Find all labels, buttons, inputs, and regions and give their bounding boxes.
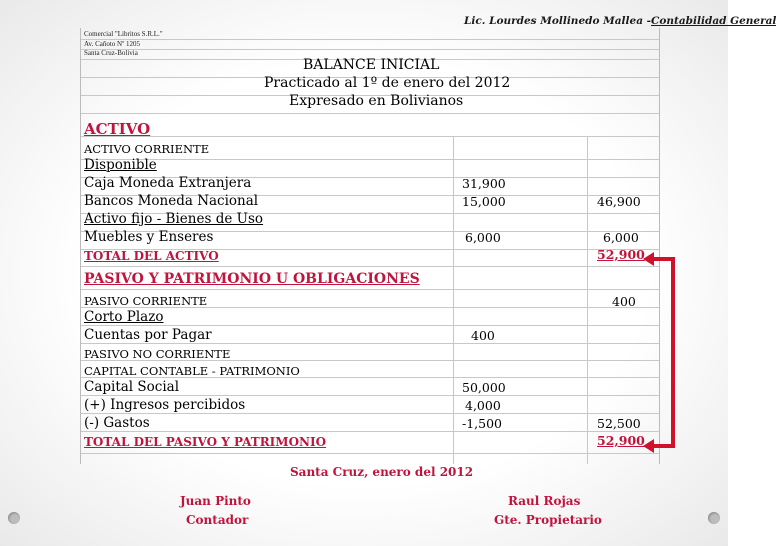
gastos-total: 52,500 (597, 416, 641, 431)
signer-2-name: Raul Rojas (508, 494, 581, 508)
muebles-label: Muebles y Enseres (84, 229, 214, 245)
grid-row (81, 307, 659, 326)
signer-2-role: Gte. Propietario (494, 513, 602, 527)
row-amount: 31,900 (462, 176, 506, 191)
pasivo-corriente-label: PASIVO CORRIENTE (84, 294, 208, 308)
grid-row (81, 413, 659, 432)
balance-sheet (80, 28, 660, 464)
company-city: Santa Cruz-Bolivia (84, 49, 138, 57)
activo-heading: ACTIVO (84, 120, 151, 138)
author-text: Lic. Lourdes Mollinedo Mallea - (464, 15, 652, 27)
gastos-amount: -1,500 (462, 416, 503, 431)
company-address: Av. Cañoto Nº 1205 (84, 40, 141, 48)
document-header (464, 15, 776, 27)
total-activo-value: 52,900 (597, 247, 645, 262)
report-currency: Expresado en Bolivianos (289, 93, 464, 109)
total-pasivo-label: TOTAL DEL PASIVO Y PATRIMONIO (84, 435, 327, 449)
binder-hole-left (8, 512, 20, 524)
row-total: 46,900 (597, 194, 641, 209)
gastos-label: (-) Gastos (84, 415, 150, 431)
place-date: Santa Cruz, enero del 2012 (290, 465, 474, 479)
arrow-connector (671, 257, 675, 448)
muebles-amount: 6,000 (465, 230, 501, 245)
ingresos-amount: 4,000 (465, 398, 501, 413)
activo-fijo-label: Activo fijo - Bienes de Uso (84, 211, 264, 227)
arrow-shaft-top (652, 257, 675, 261)
cuentas-label: Cuentas por Pagar (84, 327, 212, 343)
subject-text: Contabilidad General (651, 15, 776, 27)
signer-1-name: Juan Pinto (180, 494, 251, 508)
disponible-label: Disponible (84, 157, 157, 173)
arrow-left-icon (643, 252, 654, 266)
grid-row (81, 113, 659, 137)
capital-label: Capital Social (84, 379, 180, 395)
pasivo-no-corriente-label: PASIVO NO CORRIENTE (84, 347, 231, 361)
column-divider (587, 136, 588, 464)
arrow-left-icon (643, 439, 654, 453)
activo-corriente-label: ACTIVO CORRIENTE (84, 142, 210, 156)
column-divider (453, 136, 454, 464)
row-amount: 15,000 (462, 194, 506, 209)
arrow-shaft-bottom (652, 444, 675, 448)
report-title: BALANCE INICIAL (303, 57, 440, 73)
ingresos-label: (+) Ingresos percibidos (84, 397, 246, 413)
total-activo-label: TOTAL DEL ACTIVO (84, 249, 219, 263)
capital-heading: CAPITAL CONTABLE - PATRIMONIO (84, 364, 300, 378)
signer-1-role: Contador (186, 513, 249, 527)
report-date: Practicado al 1º de enero del 2012 (264, 75, 511, 91)
pasivo-heading: PASIVO Y PATRIMONIO U OBLIGACIONES (84, 271, 420, 287)
binder-hole-right (708, 512, 720, 524)
row-label: Caja Moneda Extranjera (84, 175, 252, 191)
company-name: Comercial "Libritos S.R.L." (84, 30, 163, 38)
muebles-total: 6,000 (603, 230, 639, 245)
capital-amount: 50,000 (462, 380, 506, 395)
pasivo-corriente-total: 400 (612, 294, 636, 309)
corto-plazo-label: Corto Plazo (84, 309, 164, 325)
cuentas-amount: 400 (471, 328, 495, 343)
row-label: Bancos Moneda Nacional (84, 193, 259, 209)
total-pasivo-value: 52,900 (597, 433, 645, 448)
